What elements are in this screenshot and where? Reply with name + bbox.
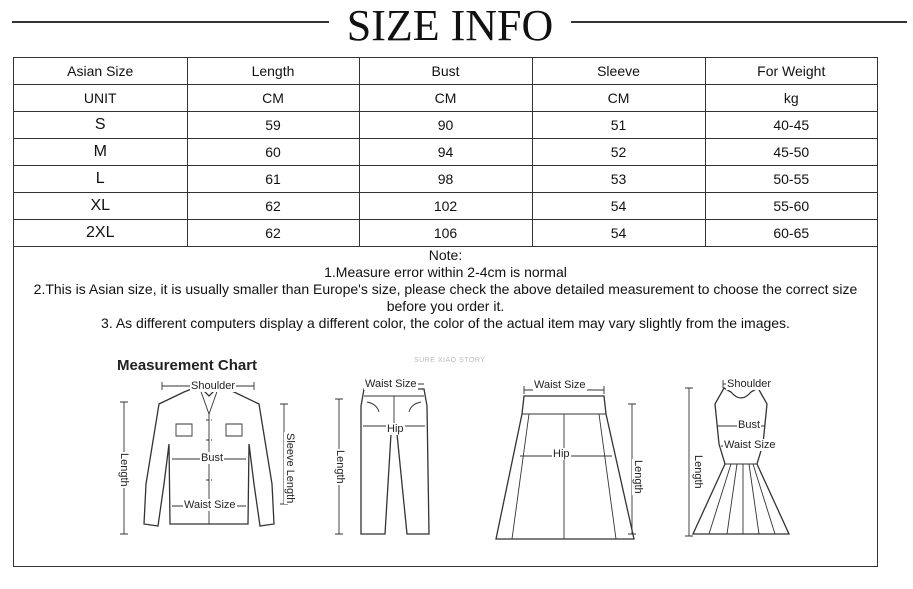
header-cell: Sleeve — [532, 58, 705, 85]
pants-length-label: Length — [334, 450, 346, 484]
bust-cell: 94 — [359, 139, 532, 166]
table-row — [14, 220, 877, 247]
sleeve-cell: 52 — [532, 139, 705, 166]
size-cell: S — [14, 112, 187, 139]
bust-cell: 98 — [359, 166, 532, 193]
table-unit-row — [14, 85, 877, 112]
length-cell: 62 — [187, 220, 359, 247]
header-cell: Length — [187, 58, 359, 85]
size-cell: XL — [14, 193, 187, 220]
watermark-text: SURE XIAO STORY — [414, 357, 486, 364]
shirt-waist-label: Waist Size — [184, 499, 236, 511]
length-cell: 62 — [187, 193, 359, 220]
skirt-length-label: Length — [632, 460, 644, 494]
unit-cell: CM — [187, 85, 359, 112]
sleeve-cell: 53 — [532, 166, 705, 193]
weight-cell: 50-55 — [705, 166, 877, 193]
header-cell: Asian Size — [14, 58, 187, 85]
weight-cell: 40-45 — [705, 112, 877, 139]
title-bar — [0, 0, 913, 52]
unit-cell: kg — [705, 85, 877, 112]
table-row — [14, 166, 877, 193]
measurement-chart-title: Measurement Chart — [117, 357, 258, 374]
length-cell: 59 — [187, 112, 359, 139]
shirt-shoulder-label: Shoulder — [191, 380, 236, 392]
note-line-1: 1.Measure error within 2-4cm is normal — [324, 264, 567, 280]
page-title: SIZE INFO — [346, 1, 554, 50]
size-info-box — [13, 57, 878, 567]
sleeve-cell: 51 — [532, 112, 705, 139]
notes-section — [14, 247, 877, 332]
weight-cell: 55-60 — [705, 193, 877, 220]
title-rule-left — [12, 21, 329, 23]
sleeve-cell: 54 — [532, 220, 705, 247]
title-rule-right — [571, 21, 907, 23]
note-line-3: 3. As different computers display a different color, the color of the actual item may vary slightly from the images. — [101, 315, 790, 331]
table-header-row — [14, 58, 877, 85]
length-cell: 61 — [187, 166, 359, 193]
unit-cell: CM — [359, 85, 532, 112]
size-cell: L — [14, 166, 187, 193]
measurement-chart — [114, 354, 794, 564]
header-cell: Bust — [359, 58, 532, 85]
bust-cell: 102 — [359, 193, 532, 220]
skirt-waist-label: Waist Size — [534, 379, 586, 391]
notes-heading: Note: — [428, 247, 463, 263]
shirt-sleeve-label: Sleeve Length — [284, 433, 296, 504]
note-line-2: 2.This is Asian size, it is usually smaller than Europe's size, please check the above detailed measurement to choose the correct size before you order it. — [33, 281, 858, 314]
unit-cell: CM — [532, 85, 705, 112]
dress-shoulder-label: Shoulder — [727, 378, 772, 390]
pants-waist-label: Waist Size — [365, 378, 417, 390]
table-row — [14, 193, 877, 220]
dress-length-label: Length — [692, 455, 704, 489]
size-table — [14, 58, 877, 247]
table-row — [14, 112, 877, 139]
shirt-length-label: Length — [118, 453, 130, 487]
unit-cell: UNIT — [14, 85, 187, 112]
size-cell: M — [14, 139, 187, 166]
header-cell: For Weight — [705, 58, 877, 85]
bust-cell: 106 — [359, 220, 532, 247]
size-cell: 2XL — [14, 220, 187, 247]
shirt-bust-label: Bust — [201, 452, 224, 464]
dress-bust-label: Bust — [738, 419, 761, 431]
weight-cell: 60-65 — [705, 220, 877, 247]
weight-cell: 45-50 — [705, 139, 877, 166]
length-cell: 60 — [187, 139, 359, 166]
dress-waist-label: Waist Size — [724, 439, 776, 451]
table-row — [14, 139, 877, 166]
bust-cell: 90 — [359, 112, 532, 139]
skirt-hip-label: Hip — [553, 448, 570, 460]
sleeve-cell: 54 — [532, 193, 705, 220]
pants-hip-label: Hip — [387, 423, 404, 435]
